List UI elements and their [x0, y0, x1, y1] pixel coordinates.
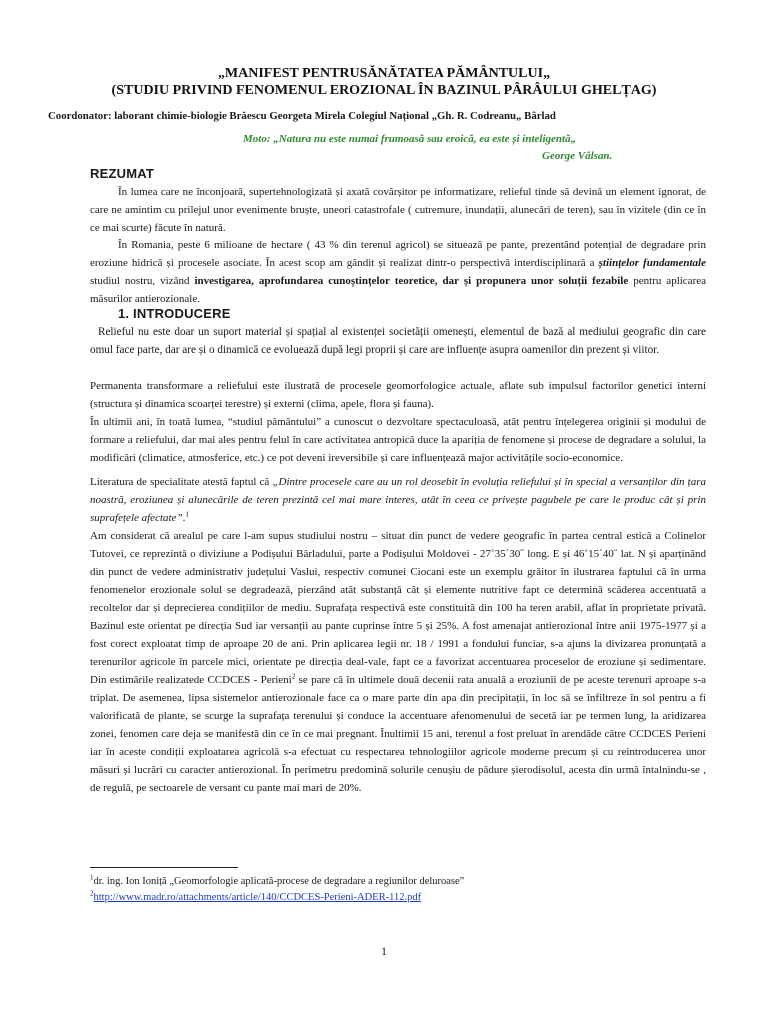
title-line-2: (STUDIU PRIVIND FENOMENUL EROZIONAL ÎN BAZINUL PÂRÂULUI GHELȚAG): [111, 83, 657, 98]
rezumat-p2-text-c: studiul nostru, vizând: [90, 275, 195, 287]
footnote-2-link[interactable]: http://www.madr.ro/attachments/article/140/CCDCES-Perieni-ADER-112.pdf: [93, 892, 422, 903]
section-heading-introducere: 1. INTRODUCERE: [118, 306, 231, 321]
footnote-2: [90, 889, 422, 903]
footnote-separator: [90, 867, 238, 868]
motto: Moto: „Natura nu este numai frumoasă sau eroică, ea este și inteligentă„: [243, 133, 577, 145]
title-line-1: „MANIFEST PENTRUSĂNĂTATEA PĂMÂNTULUI„: [217, 66, 551, 81]
rezumat-paragraph-1: În lumea care ne înconjoară, supertehnologizată și axată covârșitor pe informatizare, relieful tinde să devină un element ignorat, de care ne amintim cu prilejul unor evenimente bruște, uneori catastrofale ( cutremure, inundații, alunecări de teren), sau în vizitele (din ce în ce mai scurte) făcute în natură.: [90, 186, 706, 234]
rezumat-p2-text-e: pentru aplicarea măsurilor antierozionale.: [90, 275, 706, 305]
intro-paragraph-5: [90, 527, 706, 797]
rezumat-paragraph-2: [90, 236, 706, 308]
intro-p4-text-b: .: [182, 512, 186, 524]
intro-paragraph-3: În ultimii ani, în toată lumea, “studiul pământului” a cunoscut o dezvoltare spectaculoasă, atât pentru înțelegerea originii și modului de formare a reliefului, dar mai ales pentru felul în care activitatea antropică duce la apariția de fenomene și procese de degradare a solului, la modificări (climatice, atmosferice, etc.) ce pot deveni ireversibile și care influențează major activitățile socio-economice.: [90, 416, 706, 464]
footnote-1: [90, 873, 465, 887]
footnote-2-number: 2: [90, 889, 94, 898]
page-number: 1: [381, 944, 387, 958]
section-heading-rezumat: REZUMAT: [90, 166, 154, 181]
intro-paragraph-4: [90, 473, 706, 527]
rezumat-p2-emphasis: științelor fundamentale: [598, 257, 707, 269]
footnote-1-text: dr. ing. Ion Ioniță „Geomorfologie aplicată-procese de degradare a regiunilor deluroase”: [93, 876, 465, 887]
intro-p5-text-b: se pare că în ultimele două decenii rata anuală a eroziunii de pe aceste terenuri aproape s-a triplat. De asemenea, lipsa sistemelor antierozionale face ca o mare parte din apa din precipitații, în loc să se înfiltreze în sol pentru a fi valorificată de plante, se scurge la suprafața terenului și conduce la accentuare afenomenului de secetă iar pe termen lung, la aridizarea zonei, fenomen care deja se manifestă din ce în ce mai pregnant. Înultimii 15 ani, terenul a fost preluat în arendăde către CCDCES Perieni iar în aceste condiții exploatarea agricolă s-a efectuat cu respectarea tehnologiilor agricole moderne precum și cu reintroducerea unor măsuri și lucrări cu caracter antierozional. În perimetru predomină solurile cenușiu de pădure șierodisolul, acesta din urmă întalnindu-se , de regulă, pe sectoarele de versant cu pante mai mari de 20%.: [90, 674, 707, 794]
intro-paragraph-2: Permanenta transformare a reliefului este ilustrată de procesele geomorfologice actuale, aflate sub impulsul factorilor genetici interni (structura și dinamica scoarței terestre) și externi (clima, apele, flora și fauna).: [90, 380, 706, 410]
footnote-1-number: 1: [90, 873, 94, 882]
footnote-ref-2: 2: [291, 672, 296, 681]
motto-author: George Vâlsan.: [542, 150, 613, 162]
intro-paragraph-1: Relieful nu este doar un suport material și spațial al existenței societății omenești, elementul de bază al mediului geografic din care omul face parte, dar are și o dinamică ce evoluează după legi proprii și care are influențe asupra oamenilor din prezent și viitor.: [90, 326, 706, 356]
intro-p4-text-a: Literatura de specialitate atestă faptul că: [90, 476, 273, 488]
coordinator-line: Coordonator: laborant chimie-biologie Brăescu Georgeta Mirela Colegiul Național „Gh. R. Codreanu„ Bârlad: [48, 110, 556, 122]
rezumat-p2-bold: investigarea, aprofundarea cunoștințelor teoretice, dar și propunera unor soluții fezabile: [194, 275, 629, 287]
intro-p5-text-a: Am considerat că arealul pe care l-am supus studiului nostru – situat din punct de vedere geografic în partea central estică a Colinelor Tutovei, ce reprezintă o diviziune a Podișului Bârladului, parte a Podișului Moldovei - 27˚35΄30˝ long. E și 46˚15΄40˝ lat. N și aparținând din punct de vedere administrativ județului Vaslui, respectiv comunei Ciocani este un exemplu grăitor în ilustrarea faptului că în urma fenomenelor erozionale solul se degradează, pierzând atât substanță cât și elemente nutritive fapt ce determină scăderea accentuată a recoltelor dar și deprecierea condițiilor de mediu. Suprafața respectivă este constituită din 100 ha teren arabil, aflat în proprietate privată. Bazinul este orientat pe direcția Sud iar versanții au pante cuprinse între 5 și 25%. A fost amenajat antierozional între anii 1975-1977 și a fost corect exploatat timp de aproape 20 de ani. Prin aplicarea legii nr. 18 / 1991 a fondului funciar, s-a ajuns la divizarea pronunțată a terenurilor agricole în parcele mici, orientate pe direcția deal-vale, fapt ce a favorizat accentuarea proceselor de eroziune și sedimentare. Din estimările realizatede CCDCES - Perieni: [90, 530, 706, 686]
intro-p4-quote: „Dintre procesele care au un rol deosebit în evoluția reliefului și în special a versanților din țara noastră, eroziunea și alunecările de teren prezintă cel mai mare interes, atât în ceea ce privește pagubele pe care le produc cât și prin suprafețele afectate”: [90, 476, 706, 524]
rezumat-p2-text-a: În Romania, peste 6 milioane de hectare ( 43 % din terenul agricol) se situează pe pante, prezentând potențial de degradare prin eroziune hidrică și procesele asociate. În acest scop am gândit și realizat dintr-o perspectivă interdisciplinară a: [90, 239, 706, 269]
footnote-ref-1: 1: [185, 510, 189, 519]
